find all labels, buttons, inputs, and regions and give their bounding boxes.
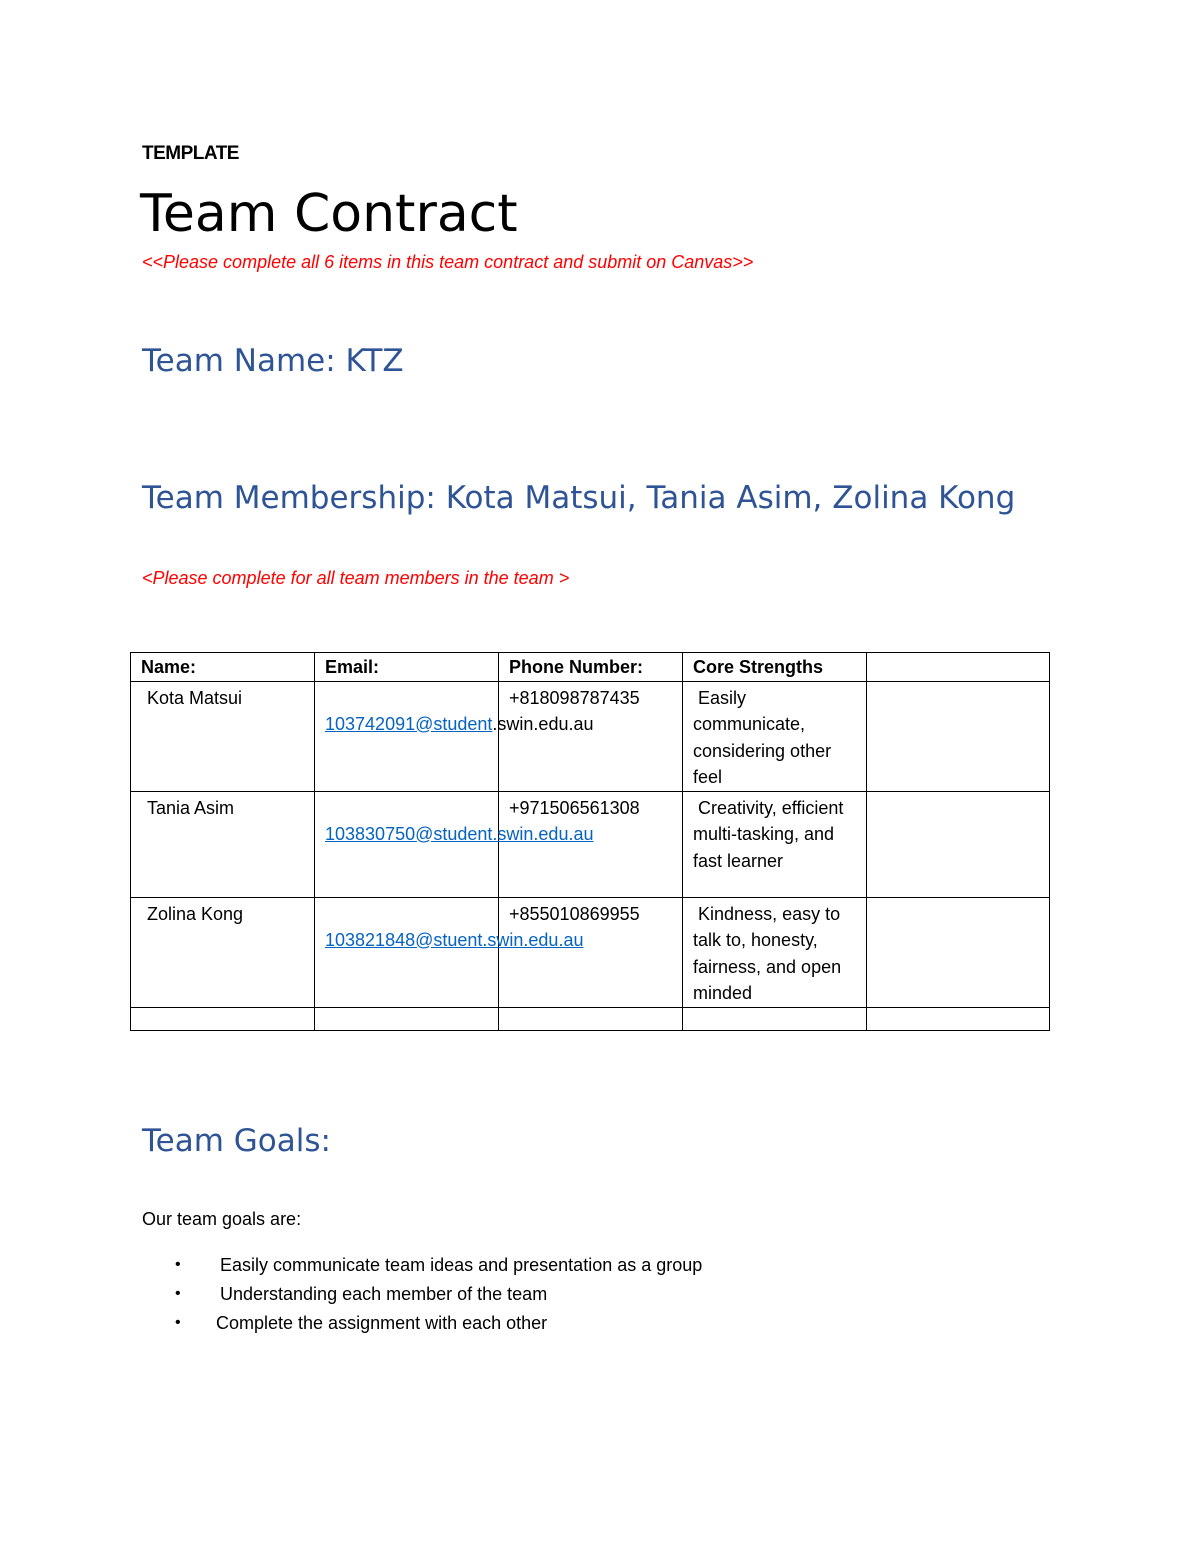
header-core-strengths: Core Strengths	[683, 653, 867, 682]
goals-intro: Our team goals are:	[142, 1209, 302, 1229]
member-extra-cell	[867, 791, 1050, 897]
empty-cell	[867, 1007, 1050, 1030]
empty-cell	[499, 1007, 683, 1030]
member-extra-cell	[867, 681, 1050, 791]
member-strengths: Easily communicate, considering other feel	[683, 681, 867, 791]
membership-instruction: <Please complete for all team members in the team >	[142, 568, 570, 588]
members-table	[130, 652, 1050, 1031]
member-email-link[interactable]: 103742091@student	[325, 713, 493, 734]
team-name-heading: Team Name: KTZ	[142, 343, 404, 379]
header-name: Name:	[131, 653, 315, 682]
goal-text: Understanding each member of the team	[220, 1284, 548, 1304]
member-strengths: Kindness, easy to talk to, honesty, fairness, and open minded	[683, 897, 867, 1007]
member-email-link[interactable]: 103830750@student.swin.edu.au	[325, 823, 594, 844]
team-membership-heading: Team Membership: Kota Matsui, Tania Asim, Zolina Kong	[142, 480, 1016, 516]
table-row	[131, 681, 1050, 791]
bullet-icon: •	[175, 1314, 181, 1331]
goal-text: Easily communicate team ideas and presentation as a group	[220, 1255, 703, 1275]
page-title: Team Contract	[140, 184, 518, 244]
header-email: Email:	[315, 653, 499, 682]
goal-text: Complete the assignment with each other	[216, 1313, 548, 1333]
member-phone: +971506561308	[499, 791, 683, 897]
team-goals-heading: Team Goals:	[142, 1123, 331, 1159]
member-phone: +818098787435	[499, 681, 683, 791]
member-name: Tania Asim	[147, 797, 235, 818]
member-name-cell	[131, 681, 315, 791]
bullet-icon: •	[175, 1285, 181, 1302]
bullet-icon: •	[175, 1256, 181, 1273]
empty-cell	[315, 1007, 499, 1030]
header-phone: Phone Number:	[499, 653, 683, 682]
empty-cell	[683, 1007, 867, 1030]
header-extra	[867, 653, 1050, 682]
table-row	[131, 791, 1050, 897]
empty-cell	[131, 1007, 315, 1030]
template-label: TEMPLATE	[142, 143, 239, 164]
member-extra-cell	[867, 897, 1050, 1007]
member-name: Zolina Kong	[147, 903, 244, 924]
contract-instruction: <<Please complete all 6 items in this team contract and submit on Canvas>>	[142, 252, 754, 272]
member-phone: +855010869955	[499, 897, 683, 1007]
member-name-cell	[131, 897, 315, 1007]
table-header-row	[131, 653, 1050, 682]
member-email-domain: .swin.edu.au	[492, 713, 594, 734]
member-name-cell	[131, 791, 315, 897]
member-strengths: Creativity, efficient multi-tasking, and fast learner	[683, 791, 867, 897]
table-row	[131, 897, 1050, 1007]
member-name: Kota Matsui	[147, 687, 243, 708]
member-email-link[interactable]: 103821848@stuent.swin.edu.au	[325, 929, 584, 950]
table-row-empty	[131, 1007, 1050, 1030]
